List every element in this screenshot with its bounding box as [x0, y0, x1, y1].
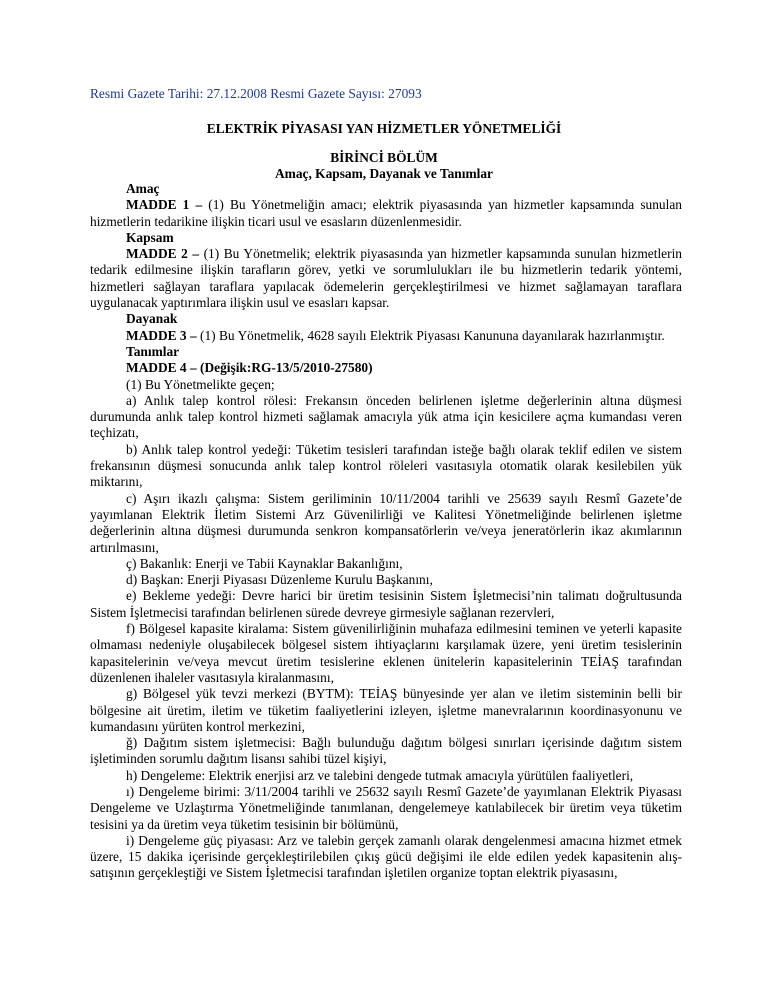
chapter-subtitle: Amaç, Kapsam, Dayanak ve Tanımlar	[275, 166, 493, 181]
section-heading-tanimlar: Tanımlar	[126, 343, 180, 359]
definition-item: g) Bölgesel yük tevzi merkezi (BYTM): TEİAŞ bünyesinde yer alan ve iletim sisteminin belli bir bölgesine ait üretim, iletim ve tüketim faaliyetlerini izleyen, işletme manevralarının koordinasyonunu ve kumandasını yürüten kontrol merkezini,	[90, 686, 682, 734]
document-body	[90, 181, 682, 882]
definition-item: ç) Bakanlık: Enerji ve Tabii Kaynaklar Bakanlığını,	[126, 555, 403, 571]
definition-item: i) Dengeleme güç piyasası: Arz ve talebin gerçek zamanlı olarak dengelenmesi amacına hizmet etmek üzere, 15 dakika içerisinde gerçekleştirilebilen çıkış gücü değişimi ile elde edilen yedek kapasitenin alış-satışının gerçekleştiği ve Sistem İşletmecisi tarafından işletilen organize toptan elektrik piyasasını,	[90, 832, 682, 881]
section-heading-dayanak: Dayanak	[126, 311, 178, 327]
article-4-number: MADDE 4 – (Değişik:RG-13/5/2010-27580)	[126, 360, 373, 376]
article-3-text: (1) Bu Yönetmelik, 4628 sayılı Elektrik Piyasası Kanununa dayanılarak hazırlanmıştır.	[196, 327, 665, 343]
gazette-reference: Resmi Gazete Tarihi: 27.12.2008 Resmi Gazete Sayısı: 27093	[90, 86, 422, 101]
article-2	[90, 246, 682, 311]
article-2-number: MADDE 2 –	[126, 246, 200, 262]
section-heading-amac: Amaç	[126, 181, 160, 196]
definition-item: e) Bekleme yedeği: Devre harici bir üretim tesisinin Sistem İşletmecisi’nin talimatı doğrultusunda Sistem İşletmecisi tarafından belirlenen sürede devreye girmesiyle sağlanan rezervleri,	[90, 588, 682, 620]
article-1	[90, 197, 682, 230]
article-1-number: MADDE 1 –	[126, 197, 203, 213]
regulation-title: ELEKTRİK PİYASASI YAN HİZMETLER YÖNETMELİĞİ	[206, 121, 562, 136]
definition-item: a) Anlık talep kontrol rölesi: Frekansın önceden belirlenen işletme değerlerinin altına düşmesi durumunda anlık talep kontrol hizmeti sağlamak amacıyla yük atma için kesicilere açma kumandası veren teçhizatı,	[90, 392, 682, 441]
definition-item: ğ) Dağıtım sistem işletmecisi: Bağlı bulunduğu dağıtım bölgesi sınırları içerisinde dağıtım sistem işletiminden sorumlu dağıtım lisansı sahibi tüzel kişiyi,	[90, 735, 682, 767]
definition-item: d) Başkan: Enerji Piyasası Düzenleme Kurulu Başkanını,	[126, 572, 433, 588]
section-heading-kapsam: Kapsam	[126, 229, 174, 245]
article-3	[90, 328, 682, 344]
definition-item: b) Anlık talep kontrol yedeği: Tüketim tesisleri tarafından isteğe bağlı olarak teklif edilen ve sistem frekansının düşmesi sonucunda anlık talep kontrol röleleri vasıtasıyla otomatik olarak kesilebilen yük miktarını,	[90, 441, 682, 490]
chapter-title: BİRİNCİ BÖLÜM	[330, 150, 438, 165]
article-3-number: MADDE 3 –	[126, 327, 197, 343]
article-4-intro: (1) Bu Yönetmelikte geçen;	[126, 376, 275, 392]
article-2-text: (1) Bu Yönetmelik; elektrik piyasasında yan hizmetler kapsamında sunulan hizmetlerin tedarik edilmesine ilişkin tarafların görev, yetki ve sorumlulukları ile bu hizmetlerin tedarik yöntemi, hizmetleri sağlayan taraflara yapılacak ödemelerin gerçekleştirilmesi ve hizmet sağlamayan taraflara uygulanacak yaptırımlara ilişkin usul ve esasları kapsar.	[90, 246, 682, 311]
definition-item: ı) Dengeleme birimi: 3/11/2004 tarihli ve 25632 sayılı Resmî Gazete’de yayımlanan Elektrik Piyasası Dengeleme ve Uzlaştırma Yönetmeliğinde tanımlanan, dengelemeye katılabilecek bir üretim veya tüketim tesisini ya da üretim veya tüketim tesisinin bir bölümünü,	[90, 783, 682, 832]
definition-item: f) Bölgesel kapasite kiralama: Sistem güvenilirliğinin muhafaza edilmesini teminen ve yeterli kapasite olmaması nedeniyle oluşabilecek bölgesel sistem ihtiyaçlarını karşılamak üzere, yeni üretim tesislerinin kapasitelerinin ve/veya mevcut üretim tesislerine eklenen ünitelerin kapasitelerinin TEİAŞ tarafından düzenlenen ihaleler vasıtasıyla kiralanmasını,	[90, 621, 682, 685]
definition-item: h) Dengeleme: Elektrik enerjisi arz ve talebini dengede tutmak amacıyla yürütülen faaliyetleri,	[126, 767, 634, 783]
article-1-text: (1) Bu Yönetmeliğin amacı; elektrik piyasasında yan hizmetler kapsamında sunulan hizmetlerin tedarikine ilişkin ticari usul ve esasların düzenlenmesidir.	[90, 197, 682, 229]
definition-item: c) Aşırı ikazlı çalışma: Sistem geriliminin 10/11/2004 tarihli ve 25639 sayılı Resmî Gazete’de yayımlanan Elektrik İletim Sistemi Arz Güvenilirliği ve Kalitesi Yönetmeliğinde belirlenen işletme değerlerinin altına düşmesi durumunda senkron kompansatörlerin ve/veya jeneratörlerin ikaz akımlarının artırılmasını,	[90, 490, 682, 555]
